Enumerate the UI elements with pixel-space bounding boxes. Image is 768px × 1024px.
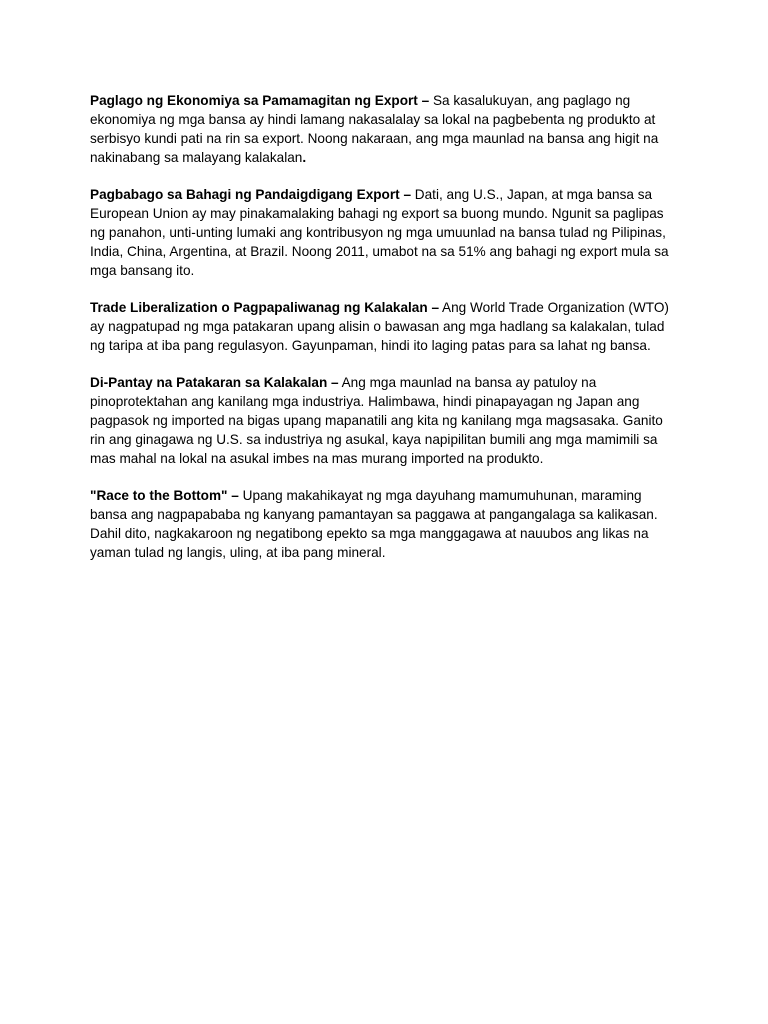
paragraph-body: Sa kasalukuyan, ang paglago ng ekonomiya ng mga bansa ay hindi lamang nakasalalay sa lokal na pagbebenta ng produkto at serbisyo kundi pati na rin sa export. Noong nakaraan, ang mga maunlad na bansa ang higit na nakinabang sa malayang kalakalan [90, 93, 659, 165]
paragraph-trade-liberalization [90, 298, 680, 355]
paragraph-heading: Di-Pantay na Patakaran sa Kalakalan – [90, 375, 339, 390]
paragraph-body: Ang World Trade Organization (WTO) ay nagpatupad ng mga patakaran upang alisin o bawasan ang mga hadlang sa kalakalan, tulad ng taripa at iba pang regulasyon. Gayunpaman, hindi ito laging patas para sa lahat ng bansa. [90, 300, 669, 353]
paragraph-body: Ang mga maunlad na bansa ay patuloy na pinoprotektahan ang kanilang mga industriya. Halimbawa, hindi pinapayagan ng Japan ang pagpasok ng imported na bigas upang mapanatili ang kita ng kanilang mga magsasaka. Ganito rin ang ginagawa ng U.S. sa industriya ng asukal, kaya napipilitan bumili ang mga mamimili sa mas mahal na lokal na asukal imbes na mas murang imported na produkto. [90, 375, 663, 466]
paragraph-export-growth [90, 91, 680, 167]
paragraph-unequal-trade-policy [90, 373, 680, 468]
paragraph-heading: Pagbabago sa Bahagi ng Pandaigdigang Export – [90, 187, 412, 202]
paragraph-end-punctuation: . [302, 150, 307, 165]
paragraph-heading: "Race to the Bottom" – [90, 488, 239, 503]
paragraph-heading: Paglago ng Ekonomiya sa Pamamagitan ng Export – [90, 93, 430, 108]
paragraph-body: Upang makahikayat ng mga dayuhang mamumuhunan, maraming bansa ang nagpapababa ng kanyang pamantayan sa paggawa at pangangalaga sa kalikasan. Dahil dito, nagkakaroon ng negatibong epekto sa mga manggagawa at nauubos ang likas na yaman tulad ng langis, uling, at iba pang mineral. [90, 488, 658, 560]
paragraph-heading: Trade Liberalization o Pagpapaliwanag ng Kalakalan – [90, 300, 440, 315]
paragraph-export-share-change [90, 185, 680, 280]
document-page [90, 91, 680, 580]
paragraph-body: Dati, ang U.S., Japan, at mga bansa sa European Union ay may pinakamalaking bahagi ng export sa buong mundo. Ngunit sa paglipas ng panahon, unti-unting lumaki ang kontribusyon ng mga umuunlad na bansa tulad ng Pilipinas, India, China, Argentina, at Brazil. Noong 2011, umabot na sa 51% ang bahagi ng export mula sa mga bansang ito. [90, 187, 669, 278]
paragraph-race-to-the-bottom [90, 486, 680, 562]
